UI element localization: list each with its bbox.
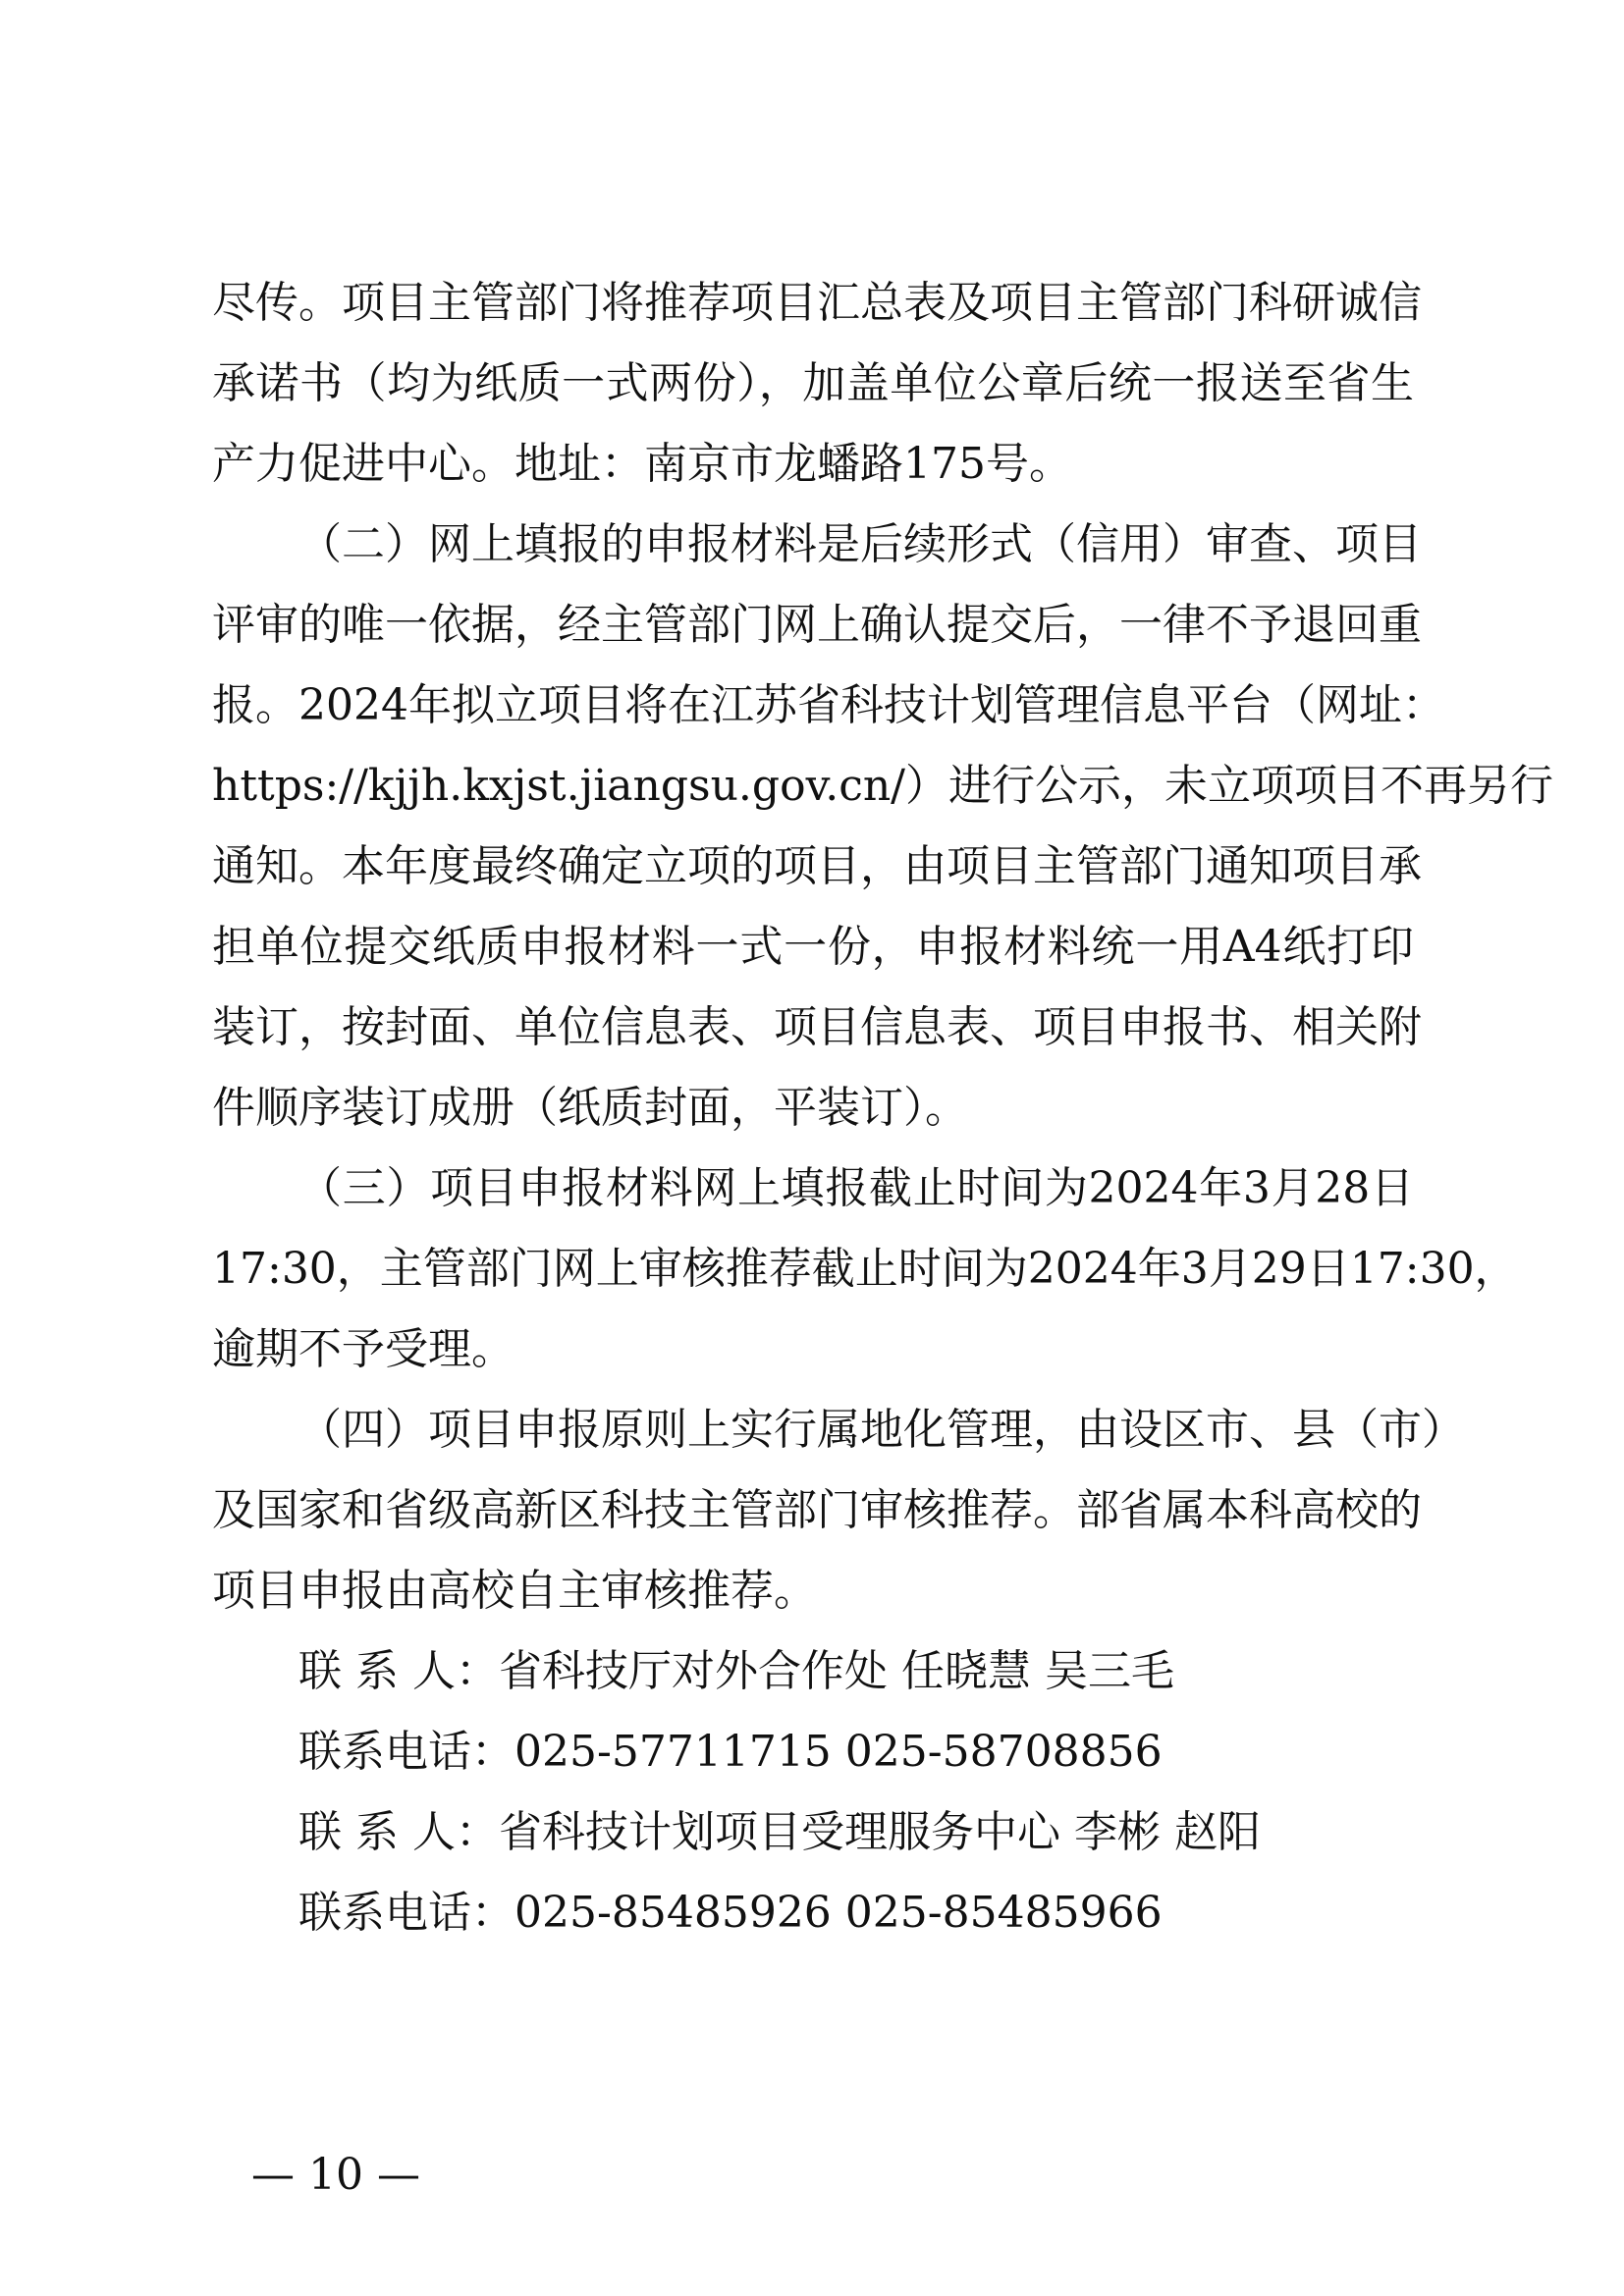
body-line: 装订，按封面、单位信息表、项目信息表、项目申报书、相关附 — [212, 1002, 1422, 1052]
body-line: 尽传。项目主管部门将推荐项目汇总表及项目主管部门科研诚信 — [212, 278, 1422, 328]
body-line: 逾期不予受理。 — [212, 1324, 514, 1374]
body-line: 通知。本年度最终确定立项的项目，由项目主管部门通知项目承 — [212, 841, 1422, 891]
page-number: — 10 — — [251, 2150, 420, 2200]
body-line: 件顺序装订成册（纸质封面，平装订）。 — [212, 1083, 968, 1133]
body-line: 及国家和省级高新区科技主管部门审核推荐。部省属本科高校的 — [212, 1485, 1422, 1535]
body-line: 承诺书（均为纸质一式两份），加盖单位公章后统一报送至省生 — [212, 358, 1414, 408]
url-line: https://kjjh.kxjst.jiangsu.gov.cn/）进行公示，未立项项目不再另行 — [212, 761, 1553, 811]
document-body — [212, 263, 1553, 1953]
body-line: 报。2024年拟立项目将在江苏省科技计划管理信息平台（网址： — [212, 680, 1445, 730]
body-line: 产力促进中心。地址：南京市龙蟠路175号。 — [212, 439, 1072, 489]
body-line: 评审的唯一依据，经主管部门网上确认提交后，一律不予退回重 — [212, 600, 1422, 650]
contact-person-line: 联 系 人：省科技厅对外合作处 任晓慧 吴三毛 — [298, 1646, 1174, 1696]
body-line: 担单位提交纸质申报材料一式一份，申报材料统一用A4纸打印 — [212, 922, 1414, 972]
paragraph-start-line: （三）项目申报材料网上填报截止时间为2024年3月28日 — [298, 1163, 1414, 1213]
contact-phone-line: 联系电话：025-57711715 025-58708856 — [298, 1727, 1163, 1777]
contact-person-line: 联 系 人：省科技计划项目受理服务中心 李彬 赵阳 — [298, 1807, 1261, 1857]
paragraph-start-line: （二）网上填报的申报材料是后续形式（信用）审查、项目 — [298, 519, 1422, 569]
body-line: 17:30，主管部门网上审核推荐截止时间为2024年3月29日17:30， — [212, 1244, 1518, 1294]
paragraph-start-line: （四）项目申报原则上实行属地化管理，由设区市、县（市） — [298, 1405, 1465, 1455]
body-line: 项目申报由高校自主审核推荐。 — [212, 1566, 817, 1616]
contact-phone-line: 联系电话：025-85485926 025-85485966 — [298, 1888, 1163, 1938]
